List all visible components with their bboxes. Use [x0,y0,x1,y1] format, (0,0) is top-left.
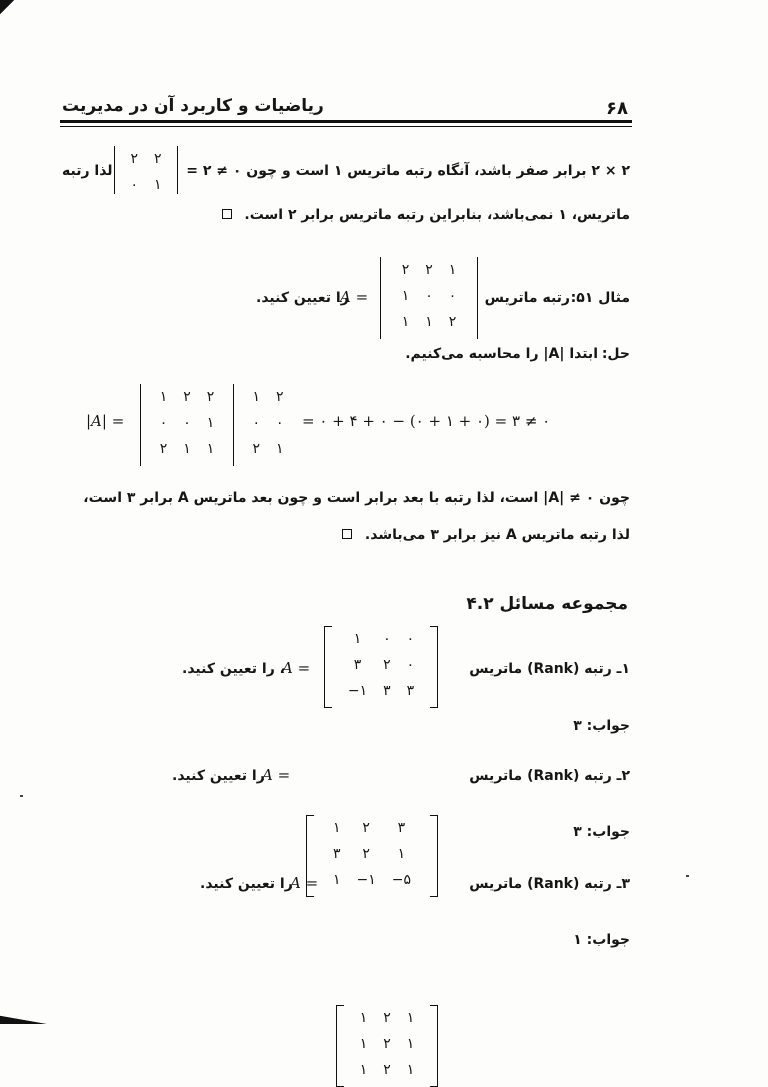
matrix-cell: ۰ [406,657,415,673]
matrix-cell: ۳ [383,683,391,699]
equation-lhs: A = [340,288,369,306]
qed-icon [222,209,232,219]
problem-3-suffix: را تعیین کنید. [200,876,293,892]
matrix-cell: ۲ [448,314,457,330]
matrix-cell: ۱ [332,872,341,888]
solution-label: حل: [601,346,630,362]
example-suffix: را تعیین کنید. [256,290,349,306]
scan-speck [686,875,689,877]
matrix-cell: ۱ [159,389,168,405]
matrix-cell: ۲ [401,262,410,278]
augmented-columns [236,384,300,466]
matrix-cell: ۱ [252,389,260,405]
matrix-cell: ۱ [183,441,191,457]
matrix-cell: ۲ [276,389,284,405]
matrix-cell: ۰ [383,631,391,647]
problem-2-matrix [306,815,438,897]
matrix-cell: ۲ [383,1036,391,1052]
equation-lhs: A = [290,874,319,892]
matrix-cell: ۲ [252,441,260,457]
problem-2-suffix: را تعیین کنید. [172,768,265,784]
conclusion-text: لذا رتبه ماتریس A نیز برابر ۳ می‌باشد. [364,527,630,543]
problem-2-answer: جواب: ۳ [573,824,630,840]
conclusion-line [342,527,630,543]
det-lhs [86,412,124,430]
problem-1-eq [282,659,310,677]
matrix-cell: ۳ [406,683,415,699]
problem-2-prefix: ۲ـ رتبه (Rank) ماتریس [469,768,630,784]
matrix-cell: ۲ [130,151,138,167]
equation-lhs: |A| = [86,412,125,430]
problem-1-answer: جواب: ۳ [573,718,630,734]
scan-corner-mark [0,0,14,14]
matrix-cell: ۲ [206,389,215,405]
example-text: رتبه ماتریس [484,290,570,306]
problem-3-matrix [336,1005,438,1087]
matrix-cell: ۰ [425,288,433,304]
example-label: مثال ۵۱: [570,290,630,306]
matrix-cell: ۱ [353,631,362,647]
problem-1-matrix [324,626,438,708]
matrix-cell: ۱ [397,846,406,862]
determinant-2x2 [114,146,178,194]
scan-edge-mark [0,1012,46,1024]
problem-3-prefix: ۳ـ رتبه (Rank) ماتریس [469,876,630,892]
qed-icon [342,529,352,539]
matrix-cell: ۲ [425,262,433,278]
conclusion-line: چون ۰ ≠ |A| است، لذا رتبه با بعد برابر است و چون بعد ماتریس A برابر ۳ است، [83,490,630,506]
matrix-cell: ۳ [332,846,341,862]
matrix-cell: ۱ [154,177,162,193]
matrix-cell: ۱ [448,262,457,278]
matrix-cell: ۲ [362,820,370,836]
matrix-cell: ۱ [425,314,433,330]
page-number: ۶۸ [606,98,628,119]
matrix-cell: ۰ [183,415,191,431]
matrix-cell: ۲ [183,389,191,405]
section-title: مجموعه مسائل ۴.۲ [466,594,628,614]
solution-determinant [140,384,234,466]
scan-speck [20,795,23,797]
matrix-cell: ۲ [383,1010,391,1026]
matrix-cell: ۱ [359,1062,368,1078]
matrix-cell: ۰ [159,415,168,431]
problem-1-suffix: ، را تعیین کنید. [182,661,285,677]
matrix-cell: ۲ [383,657,391,673]
equation-lhs: A = [282,659,311,677]
matrix-cell: ۰ [276,415,284,431]
problem-1-prefix: ۱ـ رتبه (Rank) ماتریس [469,661,630,677]
matrix-cell: ۱ [401,288,410,304]
solution-text: ابتدا |A| را محاسبه می‌کنیم. [405,346,598,362]
matrix-cell: ۲ [159,441,168,457]
matrix-cell: ۱ [359,1010,368,1026]
example-matrix [380,257,478,339]
matrix-cell: ۲ [154,151,162,167]
problem-3-answer: جواب: ۱ [573,932,630,948]
running-title: ریاضیات و کاربرد آن در مدیریت [62,96,324,116]
matrix-cell: ۱ [206,415,215,431]
matrix-cell: ۱ [276,441,284,457]
matrix-cell: ۱ [406,1010,415,1026]
matrix-cell: ۰ [406,631,415,647]
paragraph-line: ۲ × ۲ برابر صفر باشد، آنگاه رتبه ماتریس ۱ است و چون ۰ ≠ ۲ = [186,163,630,179]
matrix-cell: −۵ [391,872,412,888]
matrix-cell: ۰ [252,415,260,431]
det-expansion: = ۰ + ۴ + ۰ − (۰ + ۱ + ۰) = ۳ ≠ ۰ [302,412,551,430]
header-rule-thin [60,126,632,127]
paragraph-line-tail: لذا رتبه [62,163,113,179]
matrix-cell: ۱ [206,441,215,457]
matrix-cell: ۱ [359,1036,368,1052]
matrix-cell: ۳ [397,820,406,836]
paragraph-text: ماتریس، ۱ نمی‌باشد، بنابراین رتبه ماتریس برابر ۲ است. [244,207,630,223]
equation-lhs: A = [262,766,291,784]
matrix-cell: ۱ [406,1036,415,1052]
matrix-cell: ۲ [362,846,370,862]
problem-2-eq [262,766,290,784]
matrix-cell: ۰ [130,177,138,193]
matrix-cell: ۱ [332,820,341,836]
problem-3-eq [290,874,318,892]
matrix-cell: ۳ [353,657,362,673]
matrix-cell: ۰ [448,288,457,304]
matrix-cell: ۱ [401,314,410,330]
matrix-cell: ۲ [383,1062,391,1078]
paragraph-line [222,207,630,223]
header-rule [60,120,632,123]
matrix-cell: −۱ [347,683,368,699]
matrix-cell: −۱ [356,872,376,888]
matrix-cell: ۱ [406,1062,415,1078]
